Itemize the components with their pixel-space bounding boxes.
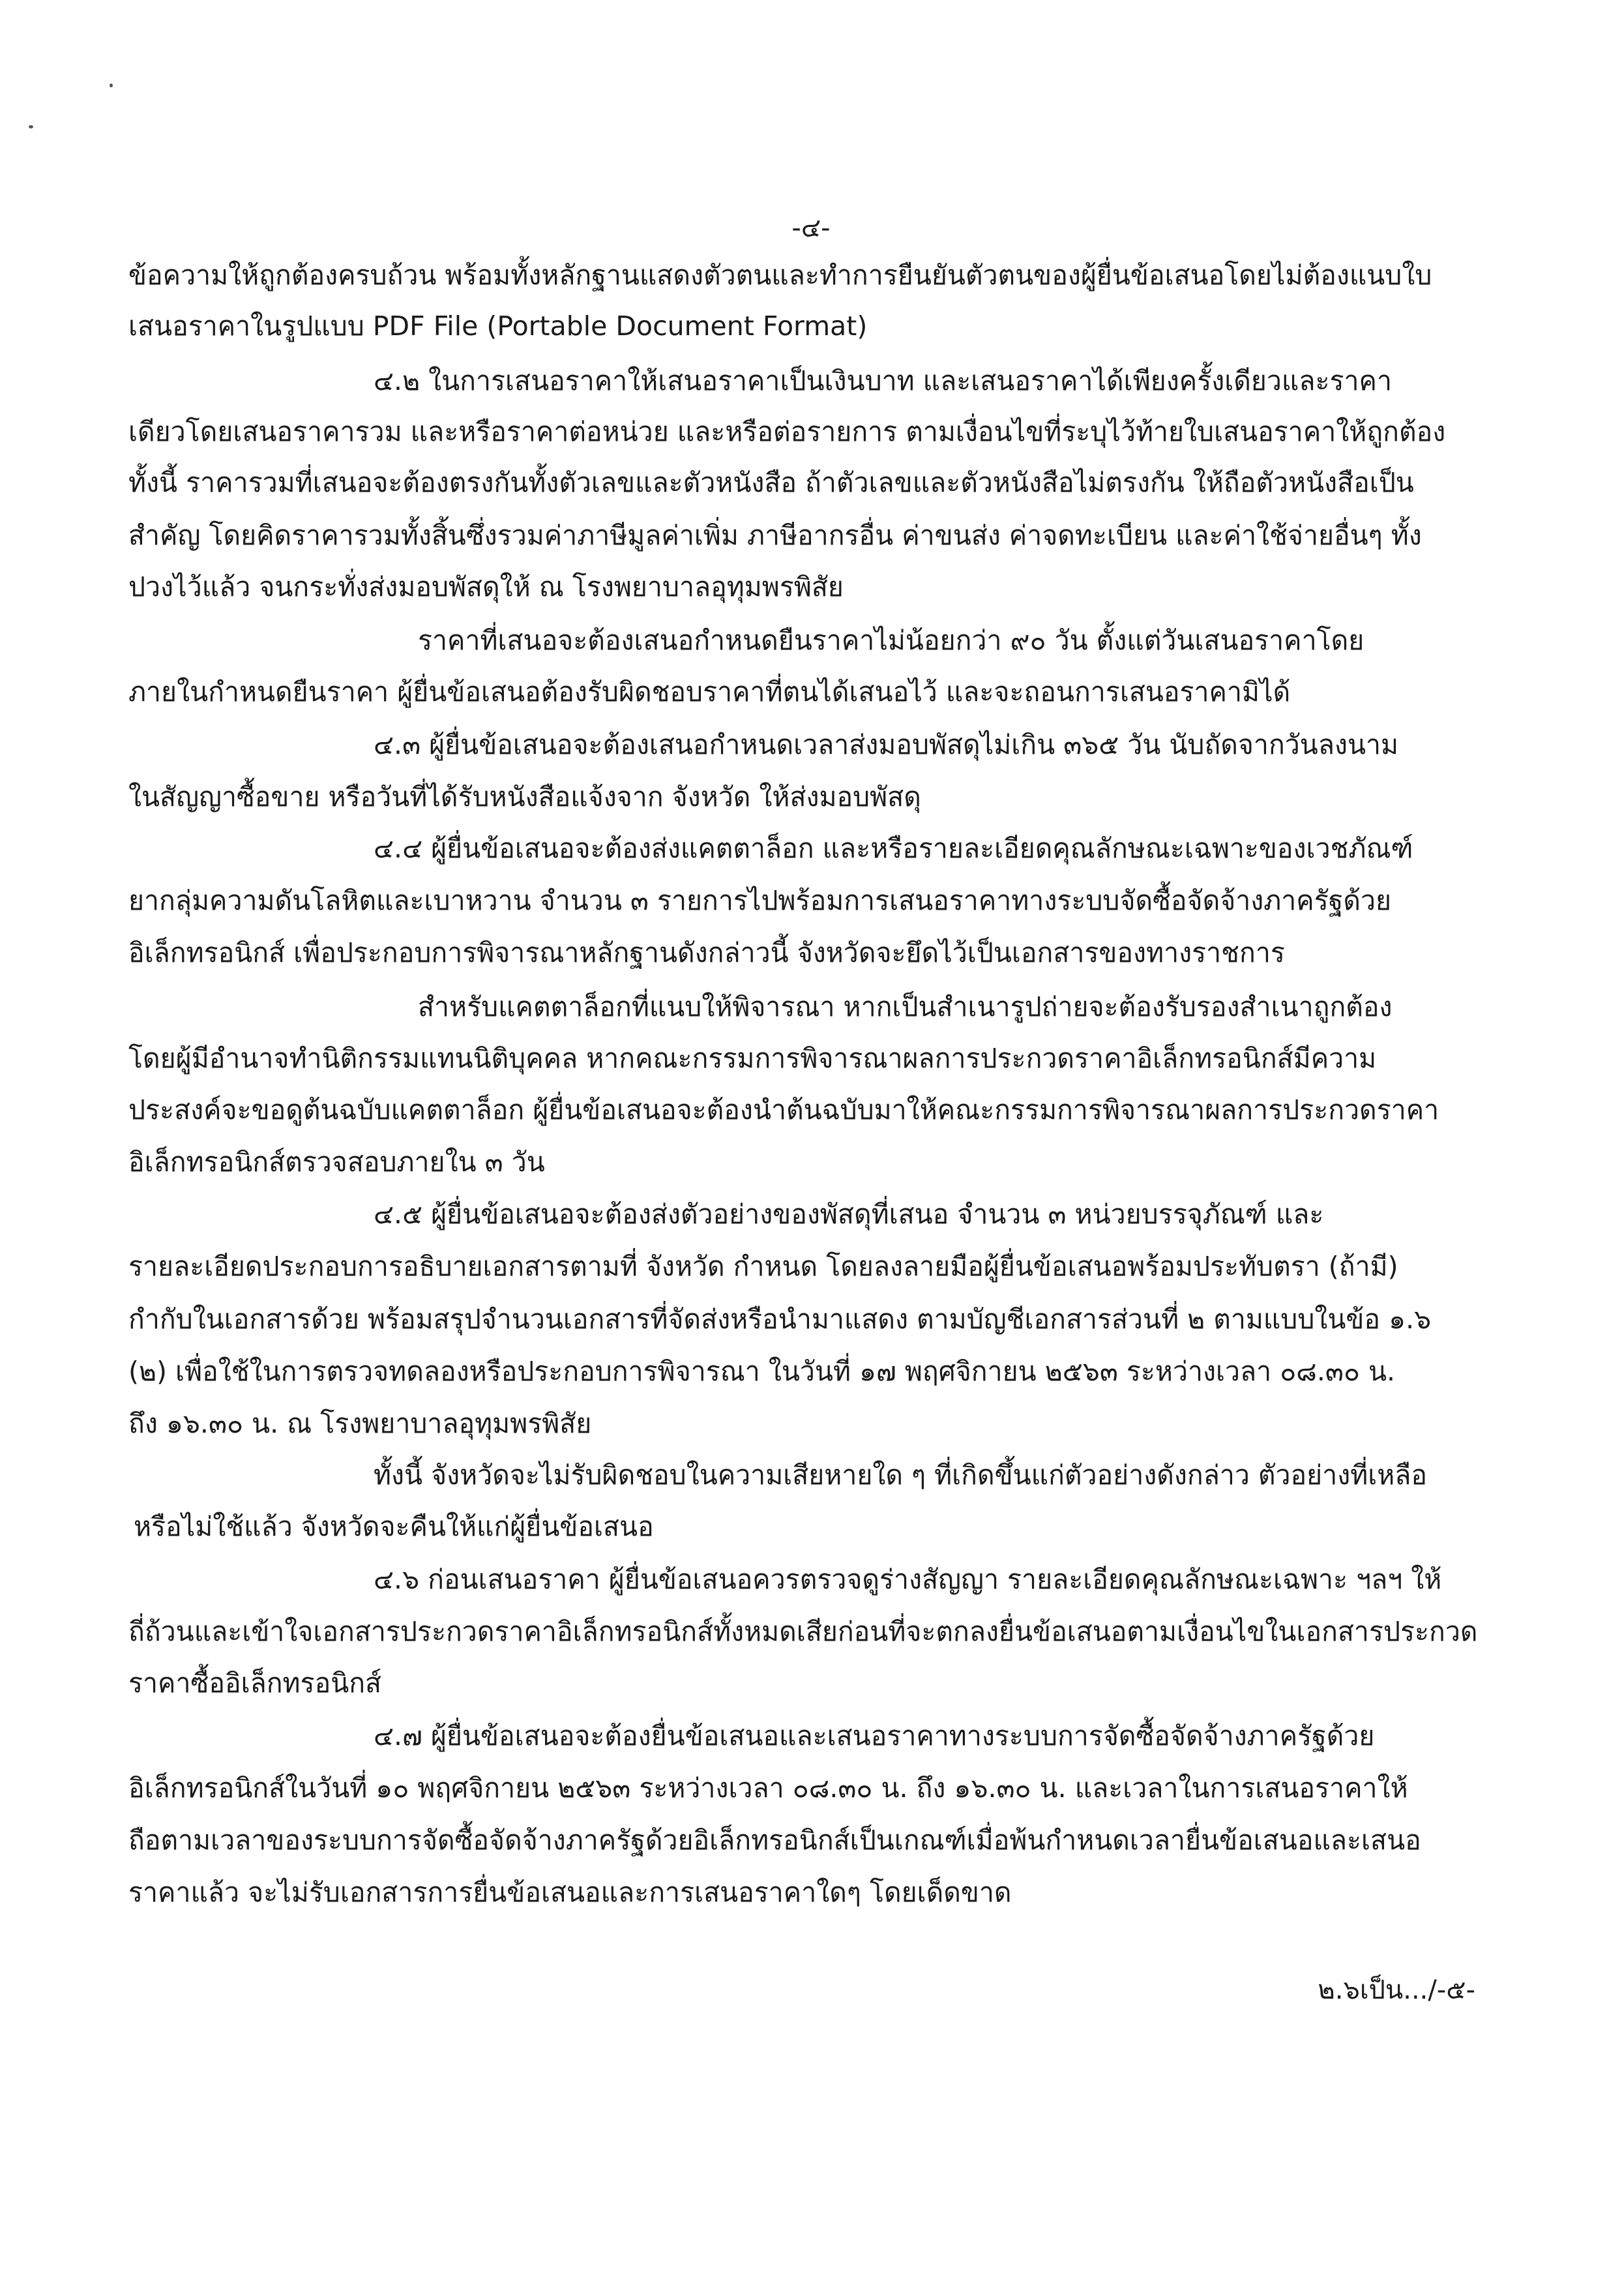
body-line: หรือไม่ใช้แล้ว จังหวัดจะคืนให้แก่ผู้ยื่นข้อเสนอ [134,1511,654,1542]
body-line: โดยผู้มีอำนาจทำนิติกรรมแทนนิติบุคคล หากคณะกรรมการพิจารณาผลการประกวดราคาอิเล็กทรอนิกส์มีความ [128,1043,1377,1074]
scan-speck [110,83,113,87]
body-line: ภายในกำหนดยืนราคา ผู้ยื่นข้อเสนอต้องรับผิดชอบราคาที่ตนได้เสนอไว้ และจะถอนการเสนอราคามิได้ [128,676,1291,708]
body-line: เสนอราคาในรูปแบบ PDF File (Portable Document Format) [128,310,868,342]
body-line: เดียวโดยเสนอราคารวม และหรือราคาต่อหน่วย และหรือต่อรายการ ตามเงื่อนไขที่ระบุไว้ท้ายใบเสนอราคาให้ถูกต้อง [128,416,1446,447]
section-4-6-line: ๔.๖ ก่อนเสนอราคา ผู้ยื่นข้อเสนอควรตรวจดูร่างสัญญา รายละเอียดคุณลักษณะเฉพาะ ฯลฯ ให้ [374,1564,1442,1595]
body-line: ทั้งนี้ ราคารวมที่เสนอจะต้องตรงกันทั้งตัวเลขและตัวหนังสือ ถ้าตัวเลขและตัวหนังสือไม่ตรงกัน ให้ถือตัวหนังสือเป็น [128,467,1414,498]
body-line: ทั้งนี้ จังหวัดจะไม่รับผิดชอบในความเสียหายใด ๆ ที่เกิดขึ้นแก่ตัวอย่างดังกล่าว ตัวอย่างที่เหลือ [374,1459,1428,1491]
body-line: กำกับในเอกสารด้วย พร้อมสรุปจำนวนเอกสารที่จัดส่งหรือนำมาแสดง ตามบัญชีเอกสารส่วนที่ ๒ ตามแบบในข้อ ๑.๖ [128,1304,1432,1335]
body-line: ในสัญญาซื้อขาย หรือวันที่ได้รับหนังสือแจ้งจาก จังหวัด ให้ส่งมอบพัสดุ [128,781,921,813]
body-line: รายละเอียดประกอบการอธิบายเอกสารตามที่ จังหวัด กำหนด โดยลงลายมือผู้ยื่นข้อเสนอพร้อมประทับตรา (ถ้ามี) [128,1251,1398,1282]
body-line: สำหรับแคตตาล็อกที่แนบให้พิจารณา หากเป็นสำเนารูปถ่ายจะต้องรับรองสำเนาถูกต้อง [418,991,1393,1022]
body-line: ประสงค์จะขอดูต้นฉบับแคตตาล็อก ผู้ยื่นข้อเสนอจะต้องนำต้นฉบับมาให้คณะกรรมการพิจารณาผลการประกวดราคา [128,1094,1439,1126]
section-4-2-line: ๔.๒ ในการเสนอราคาให้เสนอราคาเป็นเงินบาท และเสนอราคาได้เพียงครั้งเดียวและราคา [374,365,1392,396]
section-4-7-line: ๔.๗ ผู้ยื่นข้อเสนอจะต้องยื่นข้อเสนอและเสนอราคาทางระบบการจัดซื้อจัดจ้างภาครัฐด้วย [374,1720,1375,1752]
body-line: ถี่ถ้วนและเข้าใจเอกสารประกวดราคาอิเล็กทรอนิกส์ทั้งหมดเสียก่อนที่จะตกลงยื่นข้อเสนอตามเงื่อนไขในเอกสารประกวด [128,1616,1478,1647]
body-line: ราคาที่เสนอจะต้องเสนอกำหนดยืนราคาไม่น้อยกว่า ๙๐ วัน ตั้งแต่วันเสนอราคาโดย [418,625,1364,656]
body-line: ปวงไว้แล้ว จนกระทั่งส่งมอบพัสดุให้ ณ โรงพยาบาลอุทุมพรพิสัย [128,571,844,603]
body-line: อิเล็กทรอนิกส์ตรวจสอบภายใน ๓ วัน [128,1146,545,1178]
body-line: ยากลุ่มความดันโลหิตและเบาหวาน จำนวน ๓ รายการไปพร้อมการเสนอราคาทางระบบจัดซื้อจัดจ้างภาครัฐด้วย [128,885,1392,916]
body-line: ราคาซื้ออิเล็กทรอนิกส์ [128,1667,382,1699]
body-line: ถึง ๑๖.๓๐ น. ณ โรงพยาบาลอุทุมพรพิสัย [128,1408,592,1439]
body-line: อิเล็กทรอนิกส์ เพื่อประกอบการพิจารณาหลักฐานดังกล่าวนี้ จังหวัดจะยึดไว้เป็นเอกสารของทางราชการ [128,937,1285,968]
body-line: ถือตามเวลาของระบบการจัดซื้อจัดจ้างภาครัฐด้วยอิเล็กทรอนิกส์เป็นเกณฑ์เมื่อพ้นกำหนดเวลายื่นข้อเสนอและเสนอ [128,1825,1421,1856]
continuation-reference: ๒.๖เป็น.../-๕- [1318,1975,1475,2005]
body-line: (๒) เพื่อใช้ในการตรวจทดลองหรือประกอบการพิจารณา ในวันที่ ๑๗ พฤศจิกายน ๒๕๖๓ ระหว่างเวลา ๐๘.๓๐ น. [128,1356,1396,1387]
section-4-3-line: ๔.๓ ผู้ยื่นข้อเสนอจะต้องเสนอกำหนดเวลาส่งมอบพัสดุไม่เกิน ๓๖๕ วัน นับถัดจากวันลงนาม [374,729,1399,760]
scan-speck [29,125,33,128]
body-line: ราคาแล้ว จะไม่รับเอกสารการยื่นข้อเสนอและการเสนอราคาใดๆ โดยเด็ดขาด [128,1877,1012,1908]
body-line: ข้อความให้ถูกต้องครบถ้วน พร้อมทั้งหลักฐานแสดงตัวตนและทำการยืนยันตัวตนของผู้ยื่นข้อเสนอโดยไม่ต้องแนบใบ [128,260,1432,291]
page-number: -๔- [791,213,831,243]
body-line: สำคัญ โดยคิดราคารวมทั้งสิ้นซึ่งรวมค่าภาษีมูลค่าเพิ่ม ภาษีอากรอื่น ค่าขนส่ง ค่าจดทะเบียน และค่าใช้จ่ายอื่นๆ ทั้ง [128,520,1422,551]
section-4-4-line: ๔.๔ ผู้ยื่นข้อเสนอจะต้องส่งแคตตาล็อก และหรือรายละเอียดคุณลักษณะเฉพาะของเวชภัณฑ์ [374,833,1413,864]
section-4-5-line: ๔.๕ ผู้ยื่นข้อเสนอจะต้องส่งตัวอย่างของพัสดุที่เสนอ จำนวน ๓ หน่วยบรรจุภัณฑ์ และ [374,1199,1324,1230]
body-line: อิเล็กทรอนิกส์ในวันที่ ๑๐ พฤศจิกายน ๒๕๖๓ ระหว่างเวลา ๐๘.๓๐ น. ถึง ๑๖.๓๐ น. และเวลาในการเสนอราคาให้ [128,1772,1408,1804]
